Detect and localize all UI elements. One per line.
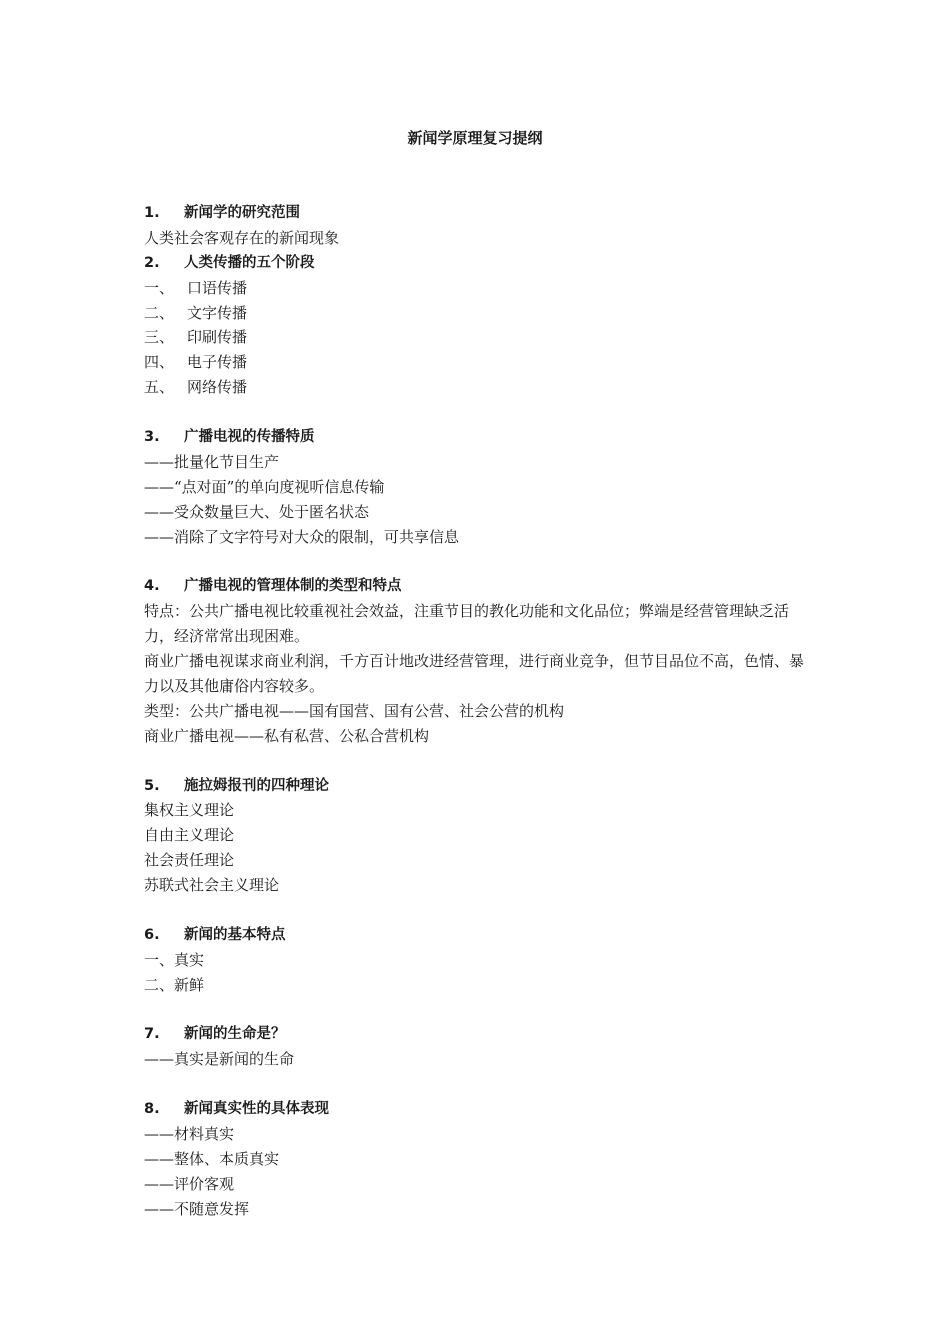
section-number: 8. [144,1101,160,1118]
section-title: 施拉姆报刊的四种理论 [184,777,329,794]
list-text: 文字传播 [187,303,248,322]
list-index: 四、 [144,353,175,372]
section-number: 1. [144,205,160,221]
list-item [144,375,814,400]
body-line: ——批量化节目生产 [144,452,280,471]
section-heading [144,774,814,799]
list-item [144,325,814,350]
blank-line [144,549,814,574]
body-line: 商业广播电视——私有私营、公私合营机构 [144,726,430,745]
section-title: 新闻的基本特点 [184,926,286,943]
blank-line [144,998,814,1023]
section-heading [144,1097,814,1122]
blank-line [144,749,814,774]
section-title: 新闻的生命是？ [184,1026,286,1043]
body-line: ——消除了文字符号对大众的限制，可共享信息 [144,527,460,546]
document-title: 新闻学原理复习提纲 [407,129,543,147]
section-number: 3. [144,429,160,446]
body-line: ——“点对面”的单向度视听信息传输 [144,477,385,496]
list-item [144,276,814,301]
body-line: 苏联式社会主义理论 [144,876,280,895]
section-title: 广播电视的管理体制的类型和特点 [184,578,402,595]
body-line: 类型：公共广播电视——国有国营、国有公营、社会公营的机构 [144,701,565,720]
section-heading [144,1022,814,1047]
list-item [144,301,814,326]
section-heading [144,574,814,599]
section-heading [144,425,814,450]
section-title: 新闻真实性的具体表现 [184,1101,329,1118]
section-number: 7. [144,1026,160,1043]
document-body [144,201,814,1222]
blank-line [144,1072,814,1097]
body-line: 自由主义理论 [144,826,235,845]
blank-line [144,400,814,425]
section-title: 人类传播的五个阶段 [184,254,315,271]
body-line: ——整体、本质真实 [144,1149,280,1168]
section-heading [144,923,814,948]
blank-line [144,898,814,923]
body-line: 社会责任理论 [144,851,235,870]
paragraph: 特点：公共广播电视比较重视社会效益，注重节目的教化功能和文化品位；弊端是经营管理缺乏活力，经济常常出现困难。 [144,602,790,646]
section-title: 新闻学的研究范围 [184,205,300,221]
section-number: 6. [144,926,160,943]
list-text: 口语传播 [187,278,248,297]
list-text: 网络传播 [187,378,248,397]
section-heading [144,251,814,276]
section-heading [144,201,814,226]
body-line: ——受众数量巨大、处于匿名状态 [144,502,370,521]
list-text: 印刷传播 [187,328,248,347]
paragraph: 商业广播电视谋求商业利润，千方百计地改进经营管理，进行商业竞争，但节目品位不高，色情、暴力以及其他庸俗内容较多。 [144,652,805,695]
section-number: 4. [144,578,160,595]
section-title: 广播电视的传播特质 [184,429,315,446]
section-number: 5. [144,777,160,794]
body-line: 人类社会客观存在的新闻现象 [144,228,340,247]
body-line: ——不随意发挥 [144,1199,250,1218]
body-line: 集权主义理论 [144,801,235,820]
body-line: 二、新鲜 [144,975,205,994]
body-line: ——材料真实 [144,1125,235,1144]
body-line: ——评价客观 [144,1174,235,1193]
list-item [144,350,814,375]
body-line: 一、真实 [144,950,205,969]
body-line: ——真实是新闻的生命 [144,1050,295,1069]
list-index: 五、 [144,378,175,397]
list-index: 三、 [144,328,175,347]
list-index: 一、 [144,278,175,297]
section-number: 2. [144,254,160,271]
list-text: 电子传播 [187,353,248,372]
list-index: 二、 [144,303,175,322]
